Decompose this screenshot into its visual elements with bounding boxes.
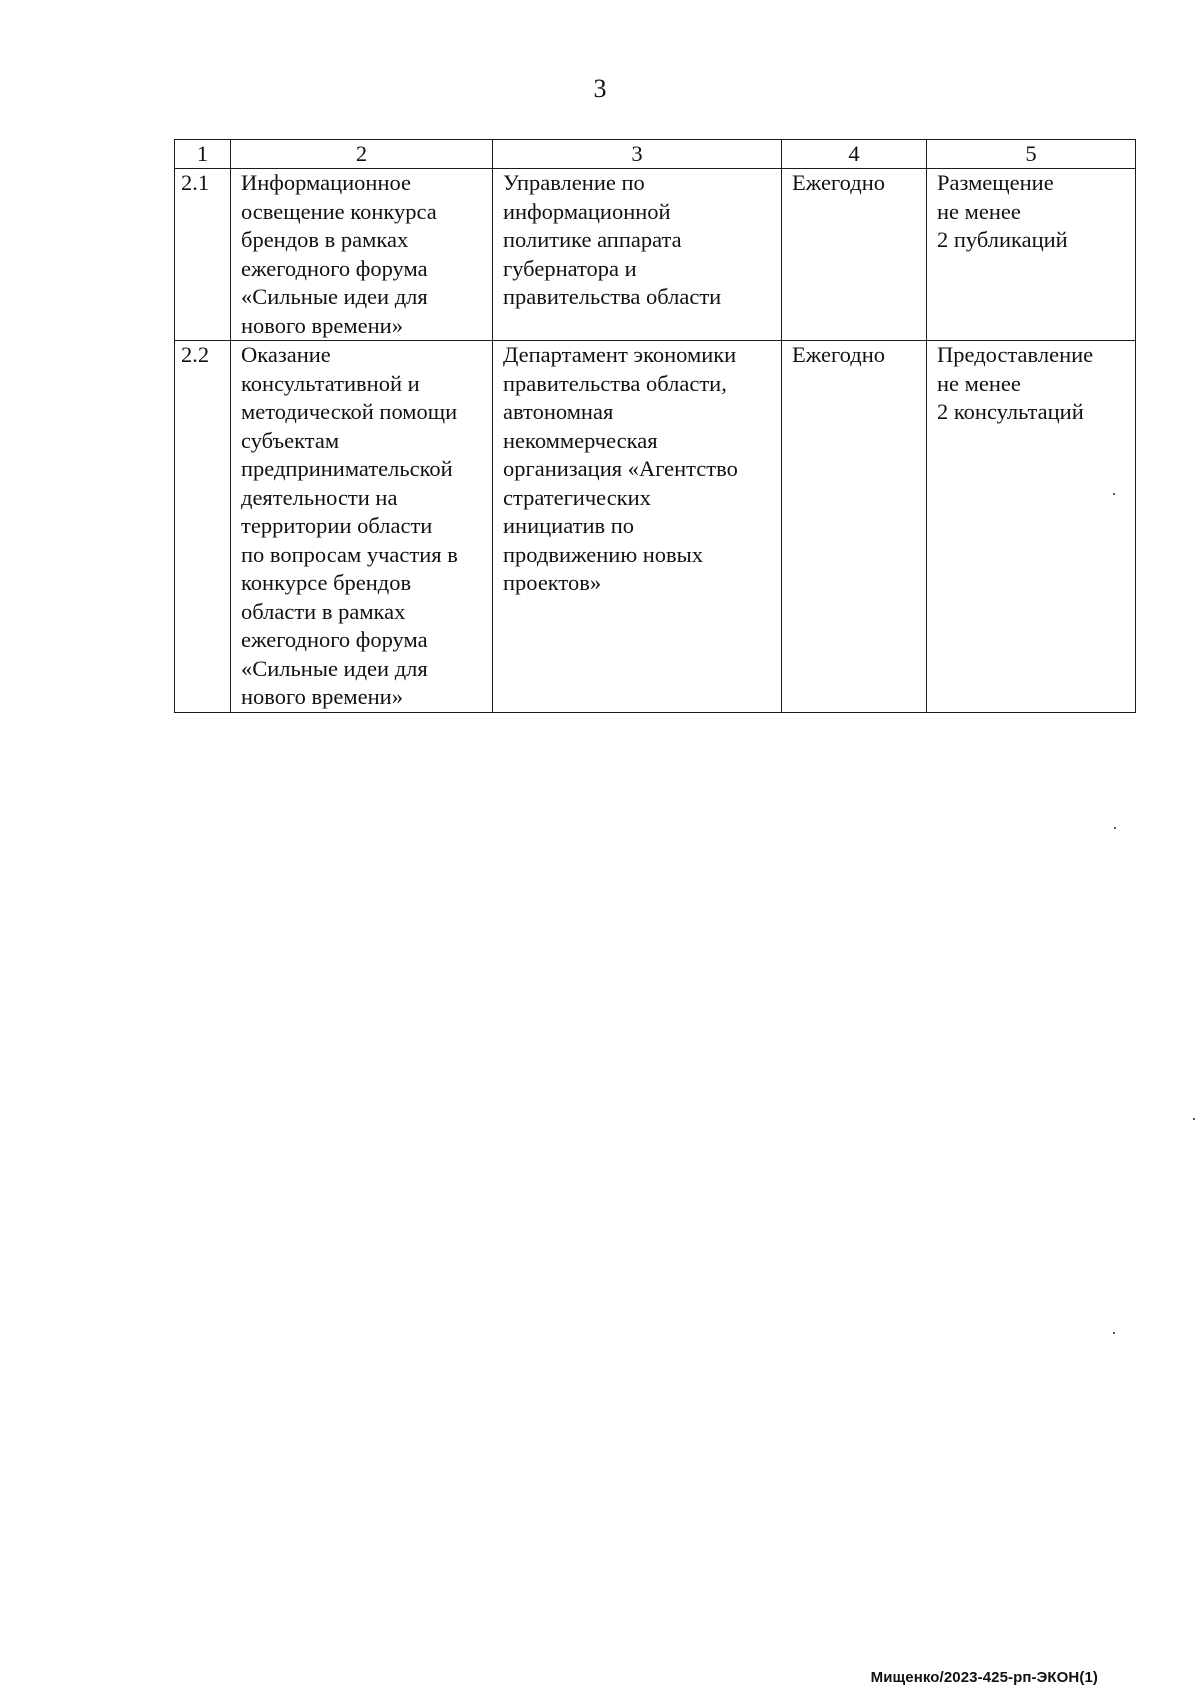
cell-text-line: территории области <box>241 513 433 538</box>
table-cell-col2 <box>231 169 493 341</box>
column-number-4: 4 <box>782 140 927 169</box>
cell-text-line: Ежегодно <box>792 342 885 367</box>
cell-text-line: «Сильные идеи для <box>241 655 428 681</box>
cell-text-line: не менее <box>937 370 1021 396</box>
document-id: Мищенко/2023-425-рп-ЭКОН(1) <box>870 1669 1098 1686</box>
cell-text-line: не менее <box>937 198 1021 224</box>
scan-speck <box>1193 1118 1195 1120</box>
cell-text-line: конкурсе брендов <box>241 570 412 595</box>
cell-text-line: стратегических <box>503 484 651 510</box>
cell-text-line: предпринимательской <box>241 456 453 481</box>
table-row <box>175 341 1136 713</box>
column-number-1: 1 <box>175 140 231 169</box>
cell-text-line: политике аппарата <box>503 227 682 252</box>
cell-text-line: правительства области, <box>503 370 727 396</box>
cell-text-line: Размещение <box>937 170 1054 195</box>
cell-text-line: ежегодного форума <box>241 255 428 281</box>
table-cell-col2 <box>231 341 493 713</box>
scan-speck <box>1113 493 1115 495</box>
cell-text-line: консультативной и <box>241 370 420 396</box>
cell-text-line: освещение конкурса <box>241 198 437 224</box>
cell-text-line: «Сильные идеи для <box>241 284 428 309</box>
cell-text-line: по вопросам участия в <box>241 541 458 567</box>
table-cell-col5 <box>927 341 1136 713</box>
row-number-cell: 2.2 <box>175 341 231 713</box>
cell-text-line: брендов в рамках <box>241 227 409 252</box>
cell-text-line: организация «Агентство <box>503 456 738 481</box>
table-cell-col5 <box>927 169 1136 341</box>
table-cell-col4 <box>782 341 927 713</box>
measures-table <box>174 139 1136 713</box>
cell-text-line: автономная <box>503 399 614 424</box>
scan-speck <box>1114 827 1116 829</box>
table-row <box>175 169 1136 341</box>
cell-text-line: Предоставление <box>937 342 1094 367</box>
cell-text-line: Ежегодно <box>792 170 885 195</box>
column-number-row <box>175 140 1136 169</box>
cell-text-line: 2 публикаций <box>937 227 1068 252</box>
cell-text-line: губернатора и <box>503 255 637 281</box>
cell-text-line: области в рамках <box>241 598 406 624</box>
cell-text-line: нового времени» <box>241 684 403 709</box>
cell-text-line: 2 консультаций <box>937 399 1084 424</box>
table-cell-col4 <box>782 169 927 341</box>
cell-text-line: Управление по <box>503 170 645 195</box>
cell-text-line: правительства области <box>503 284 722 309</box>
cell-text-line: продвижению новых <box>503 541 704 567</box>
cell-text-line: проектов» <box>503 570 602 595</box>
cell-text-line: инициатив по <box>503 513 635 538</box>
column-number-3: 3 <box>493 140 782 169</box>
cell-text-line: методической помощи <box>241 399 458 424</box>
cell-text-line: деятельности на <box>241 484 398 510</box>
cell-text-line: нового времени» <box>241 312 403 338</box>
cell-text-line: ежегодного форума <box>241 627 428 652</box>
column-number-5: 5 <box>927 140 1136 169</box>
cell-text-line: Информационное <box>241 170 412 195</box>
scan-speck <box>1113 1332 1115 1334</box>
cell-text-line: информационной <box>503 198 671 224</box>
column-number-2: 2 <box>231 140 493 169</box>
cell-text-line: Оказание <box>241 342 331 367</box>
page-number: 3 <box>593 74 607 103</box>
table-cell-col3 <box>493 341 782 713</box>
cell-text-line: некоммерческая <box>503 427 658 453</box>
table-cell-col3 <box>493 169 782 341</box>
cell-text-line: субъектам <box>241 427 340 453</box>
row-number-cell: 2.1 <box>175 169 231 341</box>
cell-text-line: Департамент экономики <box>503 342 737 367</box>
